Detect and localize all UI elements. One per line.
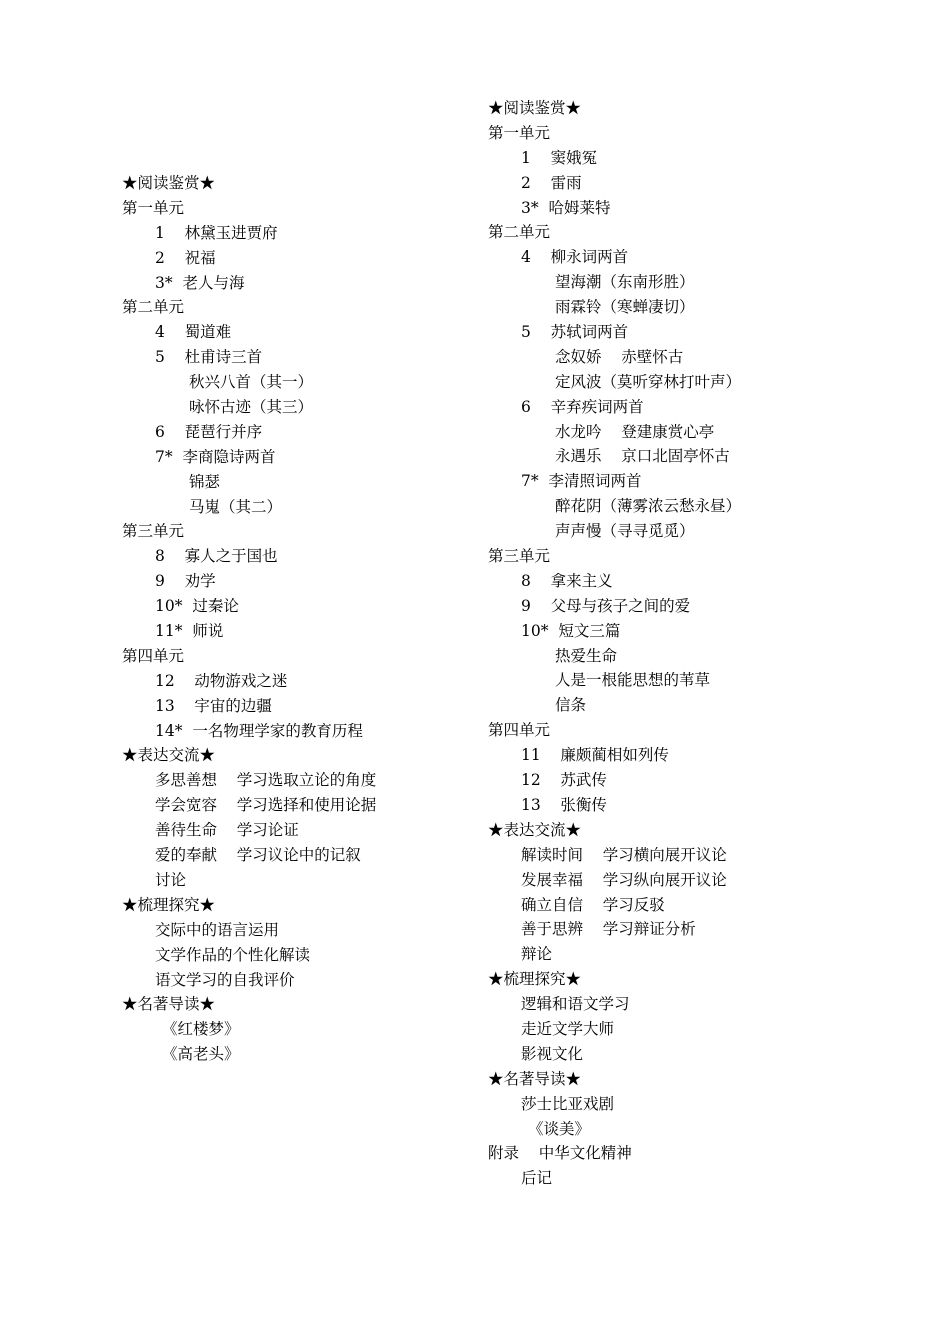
toc-entry: 信条 — [555, 696, 587, 715]
toc-entry: 第四单元 — [488, 721, 551, 740]
toc-entry: 影视文化 — [521, 1044, 584, 1063]
toc-entry: 10* 过秦论 — [155, 597, 239, 616]
toc-entry: 定风波（莫听穿林打叶声） — [555, 372, 742, 391]
toc-entry: 解读时间 学习横向展开议论 — [521, 845, 727, 864]
toc-entry: 第一单元 — [488, 123, 551, 142]
toc-entry: 7* 李商隐诗两首 — [155, 447, 276, 466]
toc-entry: 8 寡人之于国也 — [155, 547, 278, 566]
toc-entry: 秋兴八首（其一） — [189, 373, 314, 392]
toc-entry: 善待生命 学习论证 — [155, 821, 299, 840]
toc-entry: 7* 李清照词两首 — [521, 472, 642, 491]
toc-entry: 10* 短文三篇 — [521, 621, 621, 640]
toc-entry: 永遇乐 京口北固亭怀古 — [555, 447, 730, 466]
toc-entry: 学会宽容 学习选择和使用论据 — [155, 796, 377, 815]
toc-entry: 13 张衡传 — [521, 795, 607, 814]
toc-entry: 第四单元 — [122, 646, 185, 665]
toc-entry: 2 祝福 — [155, 248, 216, 267]
toc-entry: 12 苏武传 — [521, 771, 607, 790]
toc-entry: 11 廉颇蔺相如列传 — [521, 746, 669, 765]
toc-entry: 醉花阴（薄雾浓云愁永昼） — [555, 497, 742, 516]
toc-entry: 讨论 — [155, 870, 187, 889]
toc-entry: 语文学习的自我评价 — [155, 970, 295, 989]
toc-entry: 发展幸福 学习纵向展开议论 — [521, 870, 727, 889]
toc-entry: 1 窦娥冤 — [521, 148, 598, 167]
toc-entry: 5 苏轼词两首 — [521, 323, 629, 342]
toc-entry: 8 拿来主义 — [521, 571, 613, 590]
toc-entry: 3* 哈姆莱特 — [521, 198, 611, 217]
toc-entry: 咏怀古迹（其三） — [189, 398, 314, 417]
toc-entry: 善于思辨 学习辩证分析 — [521, 920, 696, 939]
toc-entry: 念奴娇 赤壁怀古 — [555, 347, 684, 366]
toc-entry: ★表达交流★ — [122, 746, 216, 765]
toc-entry: 后记 — [521, 1169, 553, 1188]
toc-entry: 马嵬（其二） — [189, 497, 283, 516]
toc-entry: 4 蜀道难 — [155, 323, 232, 342]
toc-entry: 第三单元 — [122, 522, 185, 541]
toc-entry: 雨霖铃（寒蝉凄切） — [555, 298, 695, 317]
toc-right-column — [488, 96, 741, 1191]
toc-entry: 人是一根能思想的苇草 — [555, 671, 711, 690]
toc-entry: 水龙吟 登建康赏心亭 — [555, 422, 715, 441]
toc-left-column — [122, 171, 376, 1067]
toc-entry: 9 劝学 — [155, 572, 216, 591]
toc-entry: 文学作品的个性化解读 — [155, 945, 311, 964]
toc-entry: ★表达交流★ — [488, 820, 582, 839]
toc-entry: 附录 中华文化精神 — [488, 1144, 632, 1163]
toc-entry: ★阅读鉴赏★ — [122, 174, 216, 192]
toc-entry: 5 杜甫诗三首 — [155, 348, 263, 367]
toc-entry: 确立自信 学习反驳 — [521, 895, 665, 914]
toc-entry: ★阅读鉴赏★ — [488, 99, 582, 117]
toc-entry: 多思善想 学习选取立论的角度 — [155, 771, 377, 790]
toc-entry: 3* 老人与海 — [155, 273, 245, 292]
toc-entry: 声声慢（寻寻觅觅） — [555, 522, 695, 541]
toc-entry: 4 柳永词两首 — [521, 248, 629, 267]
toc-entry: 望海潮（东南形胜） — [555, 273, 695, 292]
toc-entry: 锦瑟 — [189, 472, 221, 491]
toc-entry: 6 琵琶行并序 — [155, 422, 263, 441]
toc-entry: 第一单元 — [122, 198, 185, 217]
toc-entry: 莎士比亚戏剧 — [521, 1094, 615, 1113]
toc-entry: ★名著导读★ — [488, 1069, 582, 1088]
toc-entry: 12 动物游戏之迷 — [155, 671, 288, 690]
toc-entry: 13 宇宙的边疆 — [155, 696, 272, 715]
toc-entry: 第三单元 — [488, 547, 551, 566]
toc-entry: 14* 一名物理学家的教育历程 — [155, 721, 363, 740]
toc-entry: ★梳理探究★ — [488, 970, 582, 989]
toc-entry: ★梳理探究★ — [122, 895, 216, 914]
toc-entry: 《红楼梦》 — [162, 1020, 240, 1039]
toc-entry: 第二单元 — [488, 223, 551, 242]
toc-entry: 2 雷雨 — [521, 173, 582, 192]
toc-entry: 第二单元 — [122, 298, 185, 317]
toc-entry: 逻辑和语文学习 — [521, 995, 630, 1014]
toc-entry: 热爱生命 — [555, 646, 618, 665]
toc-entry: 交际中的语言运用 — [155, 920, 280, 939]
toc-entry: 辩论 — [521, 945, 553, 964]
toc-entry: 《谈美》 — [528, 1119, 591, 1138]
toc-entry: 6 辛弃疾词两首 — [521, 397, 644, 416]
toc-entry: 走近文学大师 — [521, 1019, 615, 1038]
toc-entry: 11* 师说 — [155, 622, 224, 641]
toc-entry: 9 父母与孩子之间的爱 — [521, 596, 691, 615]
toc-entry: 爱的奉献 学习议论中的记叙 — [155, 846, 361, 865]
toc-entry: ★名著导读★ — [122, 995, 216, 1014]
toc-entry: 《高老头》 — [162, 1045, 240, 1064]
toc-entry: 1 林黛玉进贾府 — [155, 223, 278, 242]
